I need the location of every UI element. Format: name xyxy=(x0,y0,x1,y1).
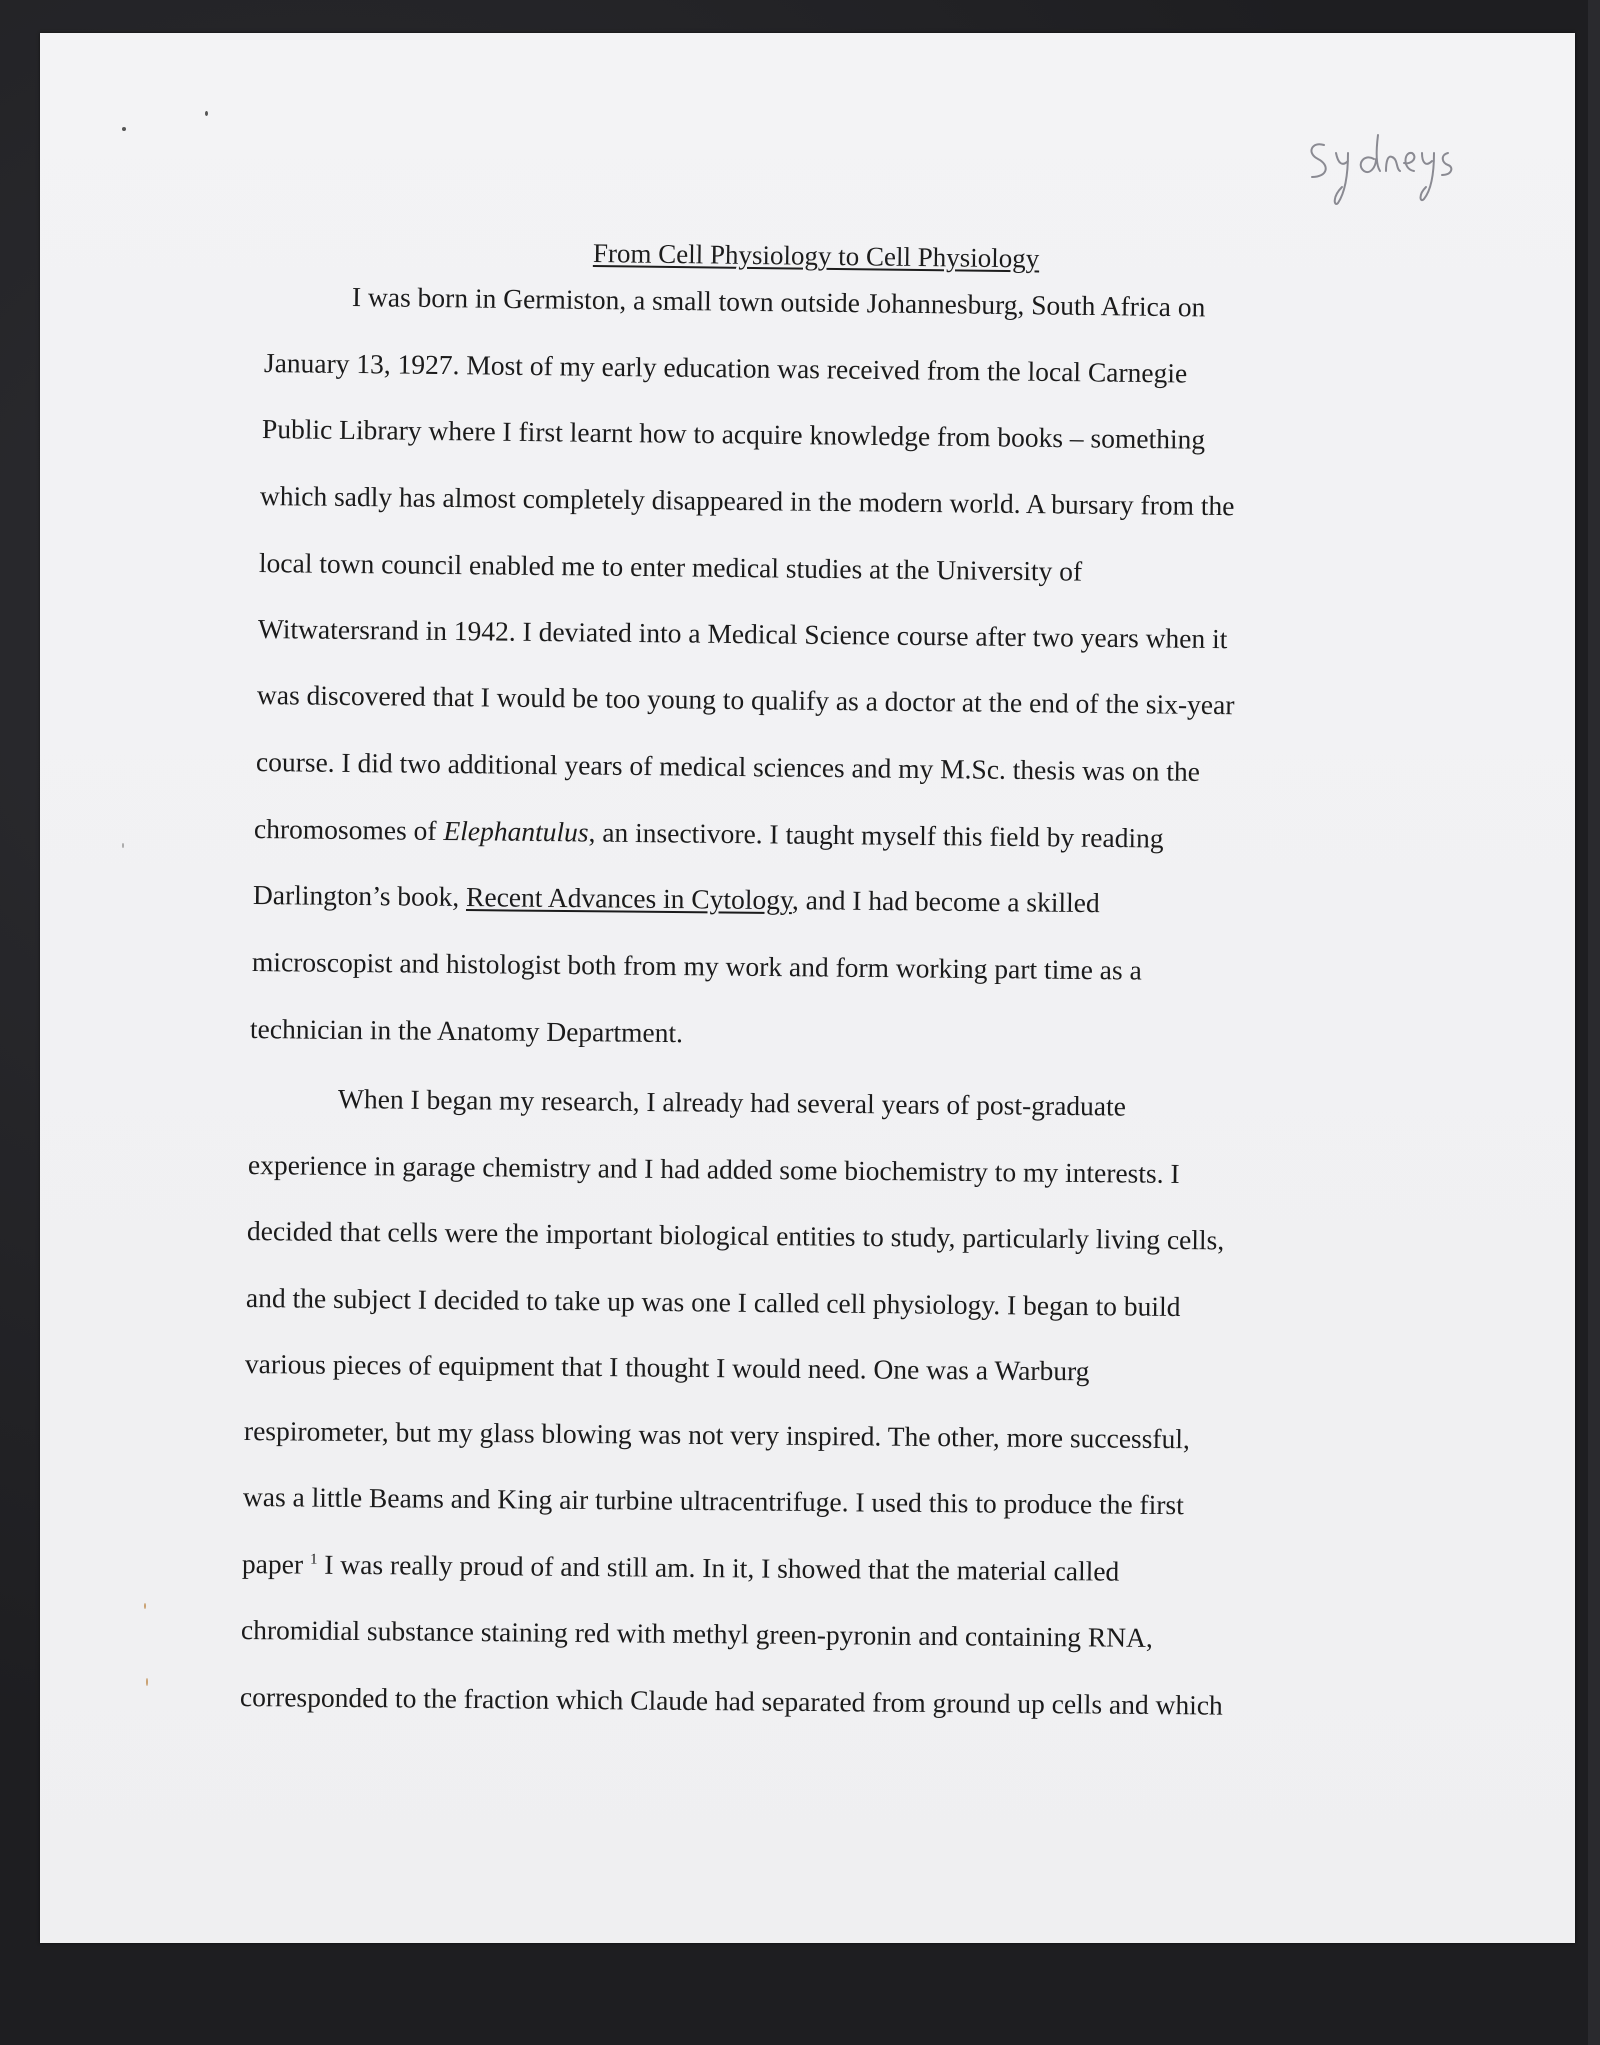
text-line: I was born in Germiston, a small town outside Johannesburg, South Africa on xyxy=(351,281,1206,323)
paper-speck xyxy=(122,843,124,848)
footnote-reference: 1 xyxy=(309,1551,318,1568)
species-name: Elephantulus xyxy=(443,814,589,848)
text-line xyxy=(253,879,1100,919)
text-span: , an insectivore. I taught myself this field by reading xyxy=(588,816,1164,854)
text-span: Darlington’s book, xyxy=(252,879,467,913)
text-line xyxy=(242,1548,1120,1588)
text-line: chromidial substance staining red with methyl green-pyronin and containing RNA, xyxy=(240,1614,1153,1653)
document-title: From Cell Physiology to Cell Physiology xyxy=(592,238,1040,274)
text-line: course. I did two additional years of medical sciences and my M.Sc. thesis was on the xyxy=(255,746,1201,787)
text-line: was discovered that I would be too young to qualify as a doctor at the end of the six-year xyxy=(256,679,1235,721)
text-span: paper xyxy=(241,1548,311,1580)
text-line: corresponded to the fraction which Claude had separated from ground up cells and which xyxy=(239,1681,1223,1721)
text-line: January 13, 1927. Most of my early education was received from the local Carnegie xyxy=(263,347,1188,389)
text-line: various pieces of equipment that I thought I would need. One was a Warburg xyxy=(244,1348,1090,1387)
text-line xyxy=(254,813,1164,855)
text-line: microscopist and histologist both from my work and form working part time as a xyxy=(251,946,1142,986)
handwritten-signature-drawing xyxy=(1302,131,1462,211)
paper-speck xyxy=(144,1603,146,1609)
text-line: which sadly has almost completely disappeared in the modern world. A bursary from the xyxy=(259,480,1235,522)
handwritten-annotation xyxy=(1302,131,1462,211)
text-span: I was really proud of and still am. In it, I showed that the material called xyxy=(317,1548,1120,1587)
text-line: was a little Beams and King air turbine ultracentrifuge. I used this to produce the first xyxy=(242,1481,1184,1521)
document-page xyxy=(40,33,1575,1943)
paper-speck xyxy=(146,1678,148,1686)
paper-speck xyxy=(205,111,208,116)
text-span: , and I had become a skilled xyxy=(791,884,1100,919)
text-span: chromosomes of xyxy=(253,813,444,846)
text-line: Public Library where I first learnt how to acquire knowledge from books – something xyxy=(261,413,1206,455)
book-title: Recent Advances in Cytology xyxy=(465,881,793,916)
text-line: respirometer, but my glass blowing was not very inspired. The other, more successful, xyxy=(243,1415,1190,1455)
text-line: local town council enabled me to enter medical studies at the University of xyxy=(258,547,1083,587)
text-line: Witwatersrand in 1942. I deviated into a Medical Science course after two years when it xyxy=(257,613,1228,655)
text-line: decided that cells were the important biological entities to study, particularly living cells, xyxy=(246,1215,1225,1256)
scan-edge-strip xyxy=(1588,0,1600,2045)
text-line: and the subject I decided to take up was one I called cell physiology. I began to build xyxy=(245,1282,1181,1322)
text-line: experience in garage chemistry and I had added some biochemistry to my interests. I xyxy=(247,1149,1180,1189)
text-line: technician in the Anatomy Department. xyxy=(249,1013,684,1049)
text-line: When I began my research, I already had several years of post-graduate xyxy=(337,1083,1127,1122)
paper-speck xyxy=(122,127,126,131)
